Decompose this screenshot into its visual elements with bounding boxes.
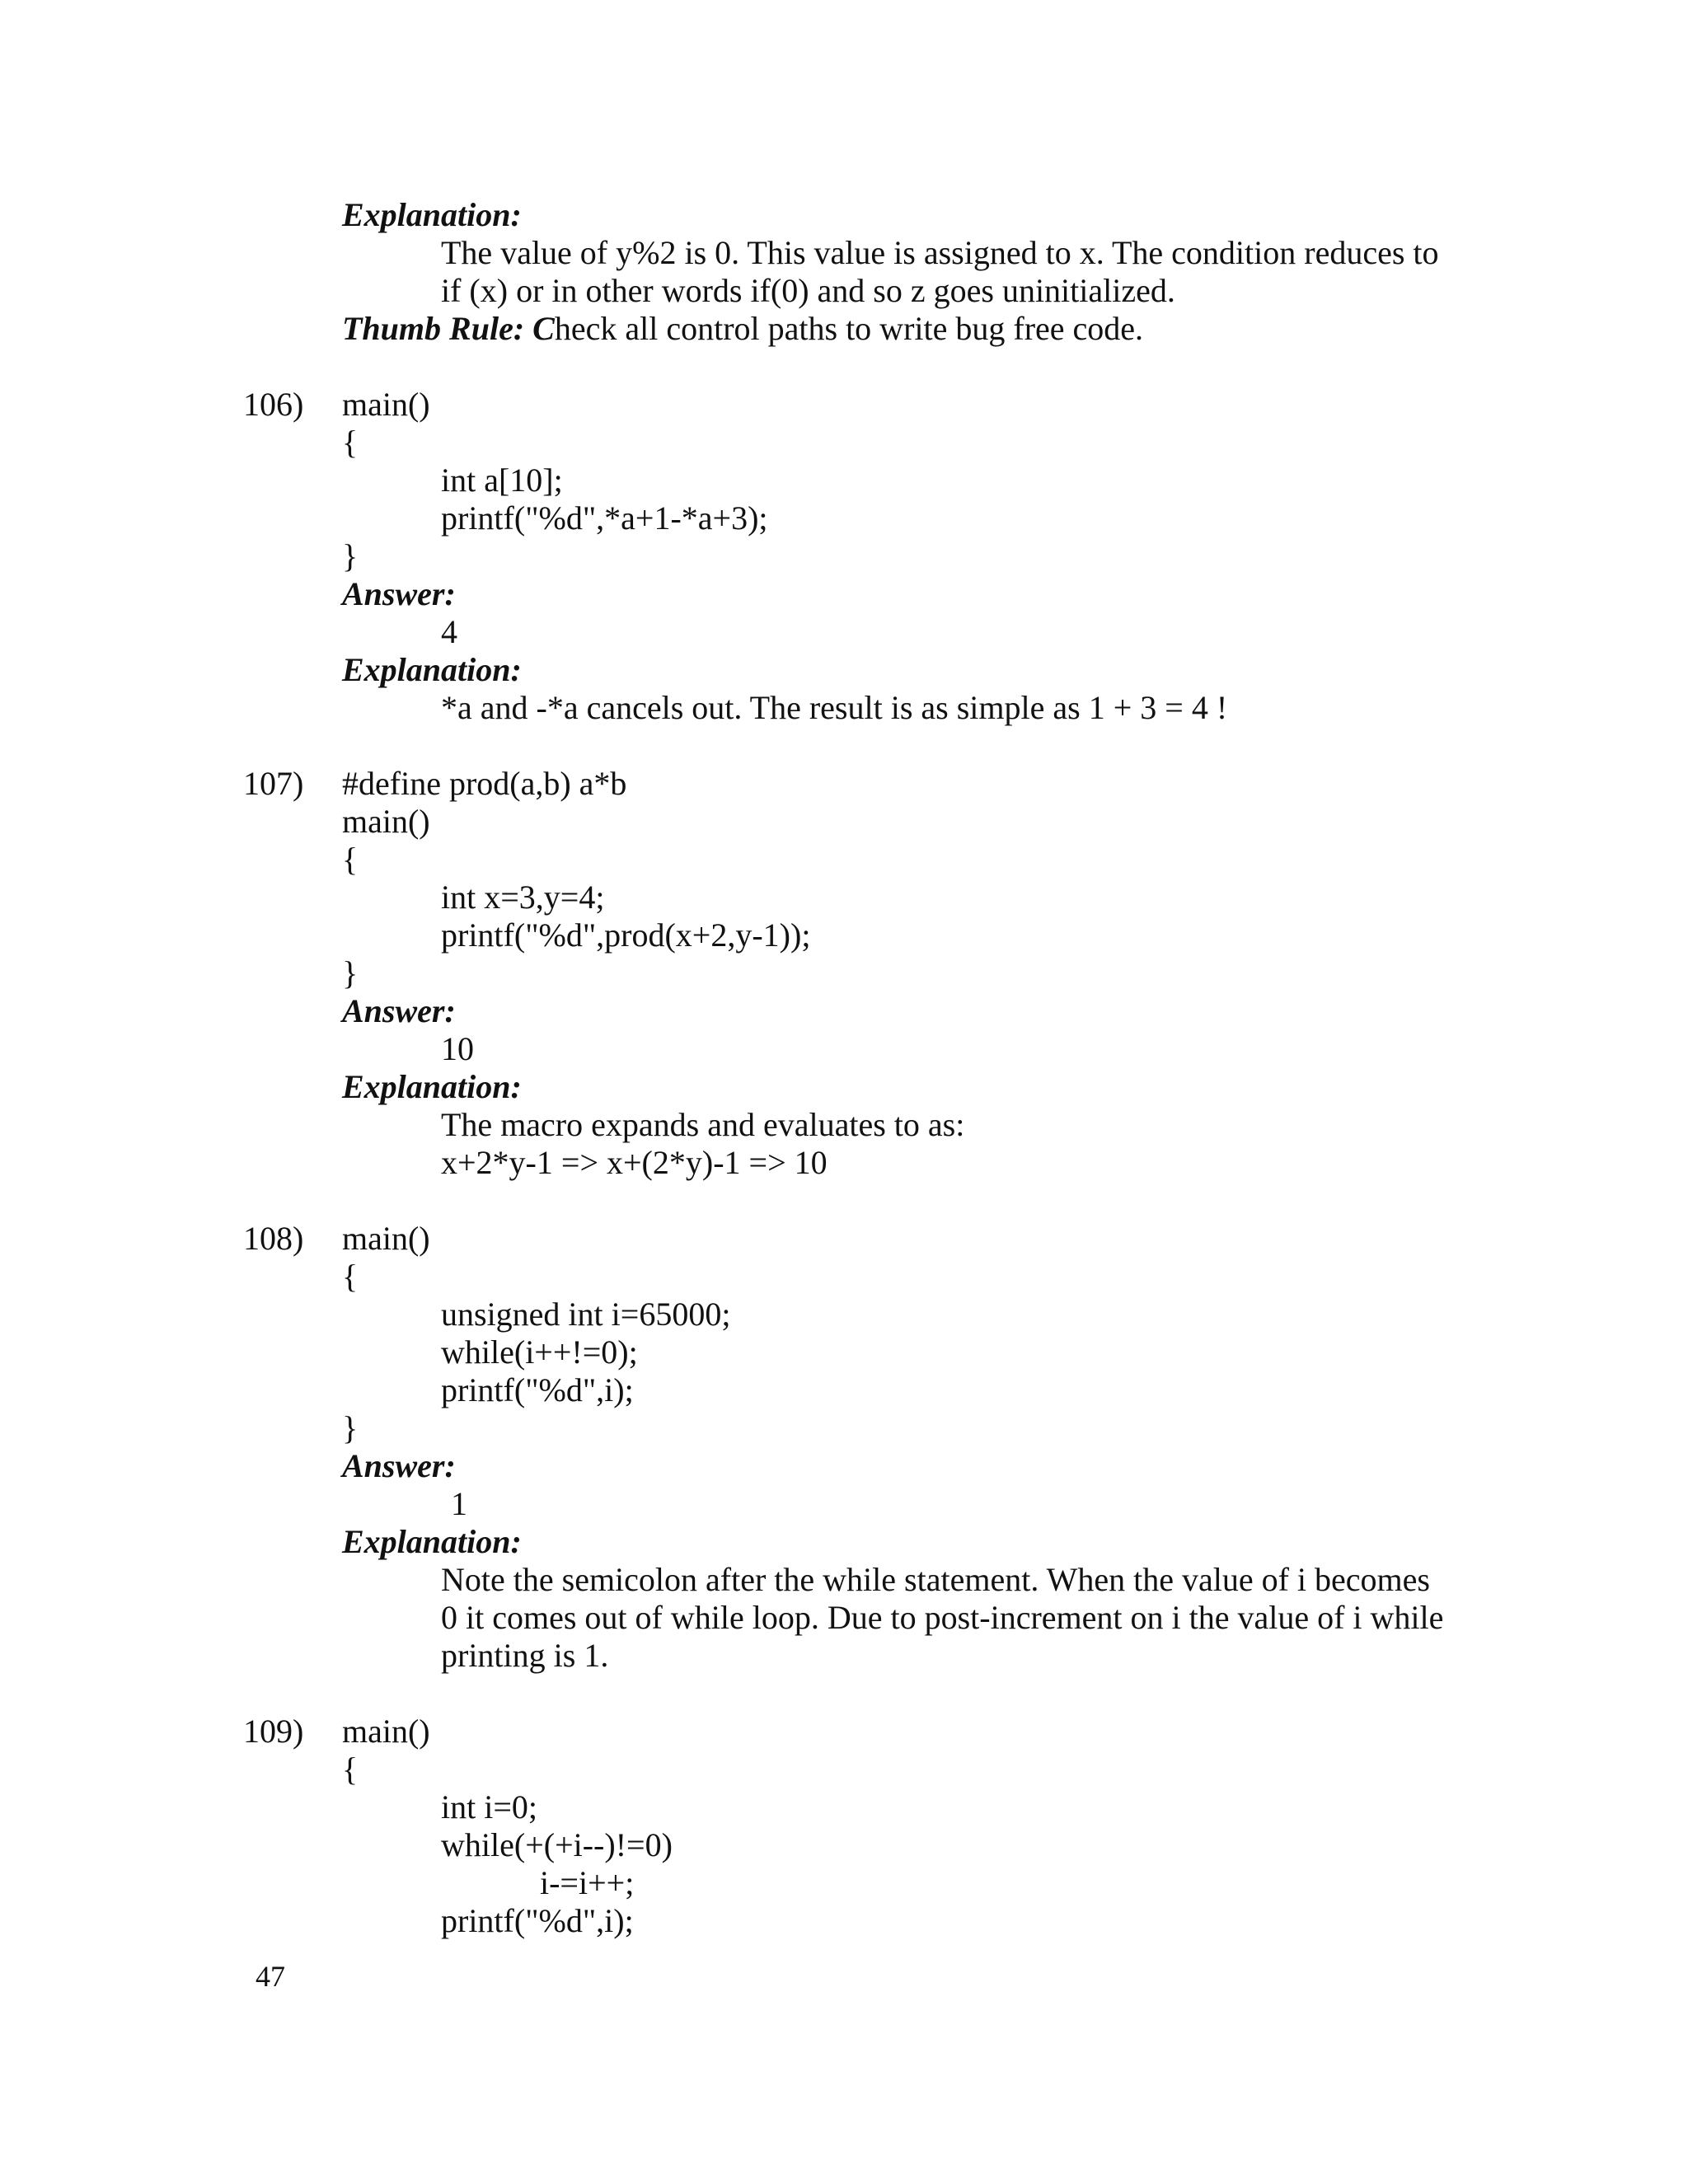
code-line: unsigned int i=65000;	[441, 1296, 731, 1333]
thumb-rule-text: heck all control paths to write bug free code.	[554, 310, 1144, 347]
answer-value: 10	[441, 1030, 474, 1067]
explanation-label: Explanation:	[342, 651, 522, 688]
explanation-text: *a and -*a cancels out. The result is as simple as 1 + 3 = 4 !	[441, 689, 1228, 726]
code-line: printf("%d",i);	[441, 1371, 634, 1408]
explanation-label: Explanation:	[342, 1068, 522, 1105]
thumb-rule-label: Thumb Rule: C	[342, 310, 555, 347]
code-line: printf("%d",i);	[441, 1902, 634, 1939]
code-line: main()	[342, 803, 430, 840]
answer-label: Answer:	[342, 575, 456, 612]
code-line: int i=0;	[441, 1788, 538, 1825]
code-line: {	[342, 424, 359, 461]
explanation-label: Explanation:	[342, 196, 522, 233]
answer-value: 4	[441, 613, 457, 650]
code-line: }	[342, 537, 359, 574]
question-number: 107)	[243, 765, 304, 802]
code-line: main()	[342, 1220, 430, 1257]
question-number: 109)	[243, 1713, 304, 1750]
answer-label: Answer:	[342, 992, 456, 1029]
code-line: printf("%d",*a+1-*a+3);	[441, 499, 768, 537]
code-line: }	[342, 1409, 359, 1446]
code-line: while(+(+i--)!=0)	[441, 1826, 673, 1863]
code-line: #define prod(a,b) a*b	[342, 765, 627, 802]
answer-label: Answer:	[342, 1447, 456, 1484]
code-line: i-=i++;	[540, 1864, 635, 1901]
explanation-text: if (x) or in other words if(0) and so z goes uninitialized.	[441, 272, 1175, 309]
explanation-text: The value of y%2 is 0. This value is assigned to x. The condition reduces to	[441, 234, 1439, 271]
code-line: }	[342, 954, 359, 991]
code-line: main()	[342, 386, 430, 423]
code-line: main()	[342, 1713, 430, 1750]
code-line: {	[342, 841, 359, 878]
question-number: 108)	[243, 1220, 304, 1257]
code-line: int x=3,y=4;	[441, 879, 605, 916]
explanation-text: printing is 1.	[441, 1637, 609, 1674]
page-number: 47	[256, 1960, 285, 1993]
code-line: {	[342, 1750, 359, 1788]
explanation-label: Explanation:	[342, 1523, 522, 1560]
explanation-text: x+2*y-1 => x+(2*y)-1 => 10	[441, 1144, 828, 1181]
code-line: int a[10];	[441, 462, 563, 499]
answer-value: 1	[451, 1485, 467, 1522]
thumb-rule	[342, 310, 1143, 348]
explanation-text: Note the semicolon after the while statement. When the value of i becomes	[441, 1561, 1430, 1598]
code-line: while(i++!=0);	[441, 1333, 638, 1371]
question-number: 106)	[243, 386, 304, 423]
explanation-text: 0 it comes out of while loop. Due to post-increment on i the value of i while	[441, 1599, 1444, 1636]
explanation-text: The macro expands and evaluates to as:	[441, 1106, 965, 1143]
code-line: {	[342, 1258, 359, 1295]
code-line: printf("%d",prod(x+2,y-1));	[441, 916, 811, 954]
